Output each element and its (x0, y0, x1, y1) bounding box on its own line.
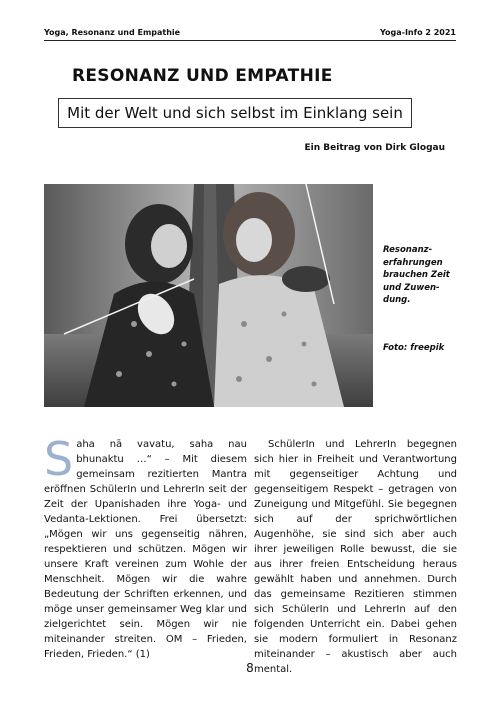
photo-caption: Resonanz-erfahrungen brauchen Zeit und Zuwen-dung. (383, 245, 450, 305)
article-subtitle: Mit der Welt und sich selbst im Einklang sein (58, 98, 412, 128)
body-text-left: aha nā vavatu, saha nau bhunaktu …“ – Mit diesem gemeinsam rezitierten Mantra eröffnen SchülerIn und LehrerIn seit der Zeit der Upanishaden ihre Yoga- und Vedanta-Lektionen. Frei übersetzt: „Mögen wir uns gegenseitig nähren, respektieren und schützen. Mögen wir unsere Kraft vereinen zum Wohle der Menschheit. Mögen wir die wahre Bedeutung der Schriften erkennen, und möge unser gemeinsamer Weg klar und zielgerichtet sein. Mögen wir nie miteinander streiten. OM – Frieden, Frieden, Frieden.“ (1) (44, 439, 247, 660)
running-header-left: Yoga, Resonanz und Empathie (44, 28, 181, 37)
drop-cap: S (44, 432, 74, 486)
page-number: 8 (246, 661, 254, 675)
photo-illustration (44, 184, 373, 407)
article-title: RESONANZ UND EMPATHIE (72, 66, 333, 86)
header-rule (44, 40, 456, 41)
body-column-right: SchülerIn und LehrerIn begegnen sich hier in Freiheit und Verantwortung mit gegenseitiger Achtung und gegenseitigem Respekt – getragen von Zuneigung und Mitgefühl. Sie begegnen sich auf der sprichwörtlichen Augenhöhe, sie sind sich aber auch ihrer jeweiligen Rolle bewusst, die sie aus ihrer freien Entscheidung heraus gewählt haben und annehmen. Durch das gemeinsame Rezitieren stimmen sich SchülerIn und LehrerIn auf den folgenden Unterricht ein. Dabei gehen sie modern formuliert in Resonanz miteinander – akustisch aber auch mental. (254, 439, 457, 675)
running-header-right: Yoga-Info 2 2021 (379, 28, 456, 37)
article-byline: Ein Beitrag von Dirk Glogau (304, 143, 445, 153)
body-column-left (44, 432, 247, 662)
photo-two-girls-with-violins (44, 184, 373, 407)
photo-credit: Foto: freepik (383, 343, 445, 353)
